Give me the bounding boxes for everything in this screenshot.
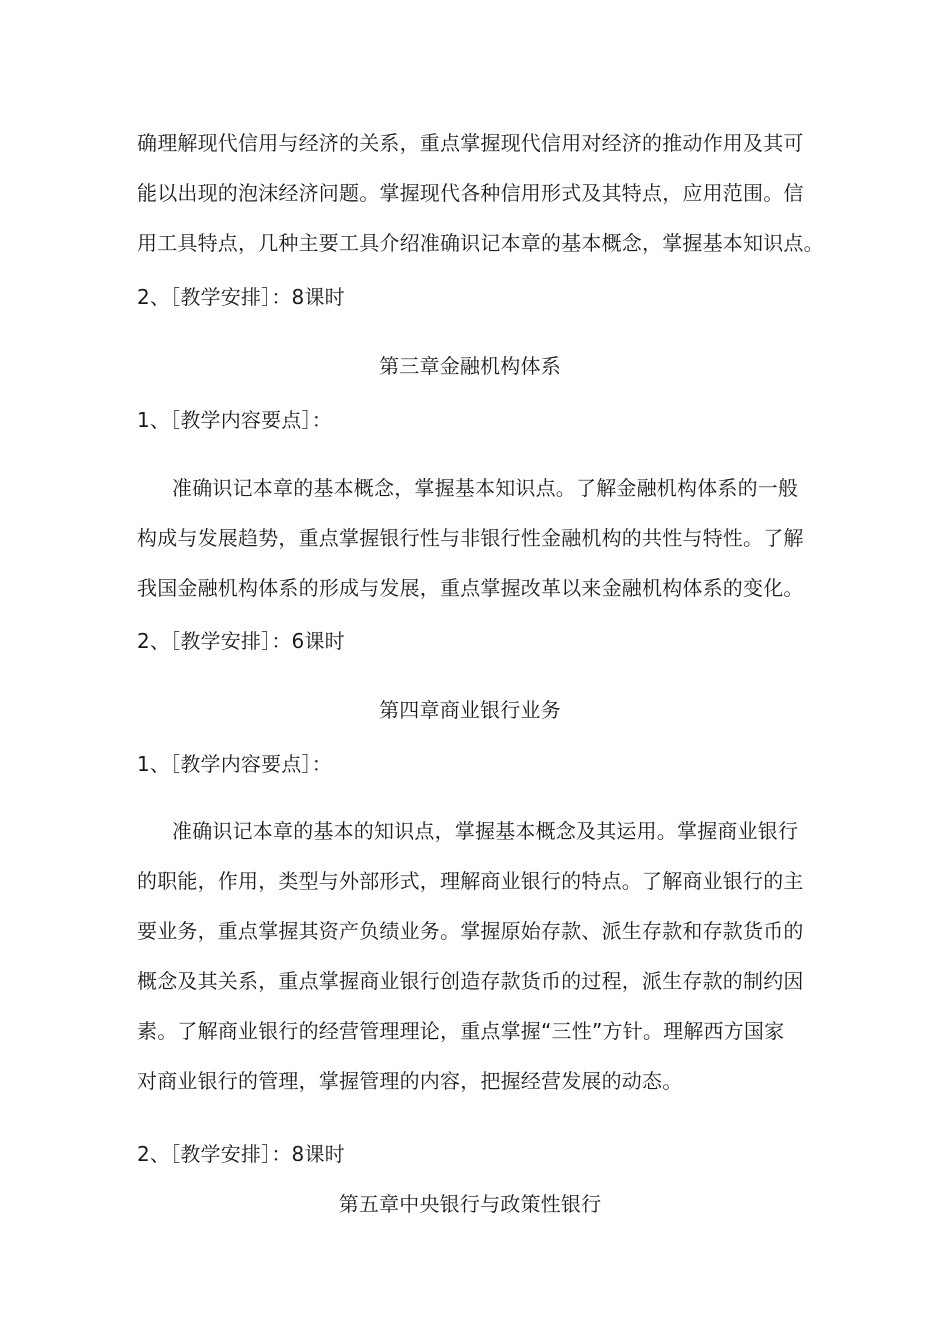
paragraph-line: 能以出现的泡沫经济问题。掌握现代各种信用形式及其特点，应用范围。信 <box>137 181 804 205</box>
paragraph-line: 素。了解商业银行的经营管理理论，重点掌握“三性”方针。理解西方国家 <box>137 1019 785 1043</box>
section-label: 1、［教学内容要点］： <box>137 752 332 776</box>
chapter-heading: 第四章商业银行业务 <box>379 698 561 722</box>
paragraph-line: 要业务，重点掌握其资产负绩业务。掌握原始存款、派生存款和存款货币的 <box>137 919 804 943</box>
chapter-heading: 第三章金融机构体系 <box>379 354 561 378</box>
schedule-line: 2、［教学安排］：8课时 <box>137 285 345 309</box>
paragraph-line: 概念及其关系，重点掌握商业银行创造存款货币的过程，派生存款的制约因 <box>137 969 804 993</box>
paragraph-line: 用工具特点，几种主要工具介绍准确识记本章的基本概念，掌握基本知识点。 <box>137 231 824 255</box>
schedule-line: 2、［教学安排］：8课时 <box>137 1142 345 1166</box>
schedule-line: 2、［教学安排］：6课时 <box>137 629 345 653</box>
section-label: 1、［教学内容要点］： <box>137 408 332 432</box>
paragraph-line: 确理解现代信用与经济的关系，重点掌握现代信用对经济的推动作用及其可 <box>137 131 804 155</box>
paragraph-line: 的职能，作用，类型与外部形式，理解商业银行的特点。了解商业银行的主 <box>137 869 804 893</box>
paragraph-line: 我国金融机构体系的形成与发展，重点掌握改革以来金融机构体系的变化。 <box>137 576 804 600</box>
paragraph-line: 对商业银行的管理，掌握管理的内容，把握经营发展的动态。 <box>137 1069 683 1093</box>
paragraph-line: 准确识记本章的基本的知识点，掌握基本概念及其运用。掌握商业银行 <box>172 819 799 843</box>
chapter-heading: 第五章中央银行与政策性银行 <box>338 1192 602 1216</box>
paragraph-line: 准确识记本章的基本概念，掌握基本知识点。了解金融机构体系的一般 <box>172 476 799 500</box>
paragraph-line: 构成与发展趋势，重点掌握银行性与非银行性金融机构的共性与特性。了解 <box>137 526 804 550</box>
